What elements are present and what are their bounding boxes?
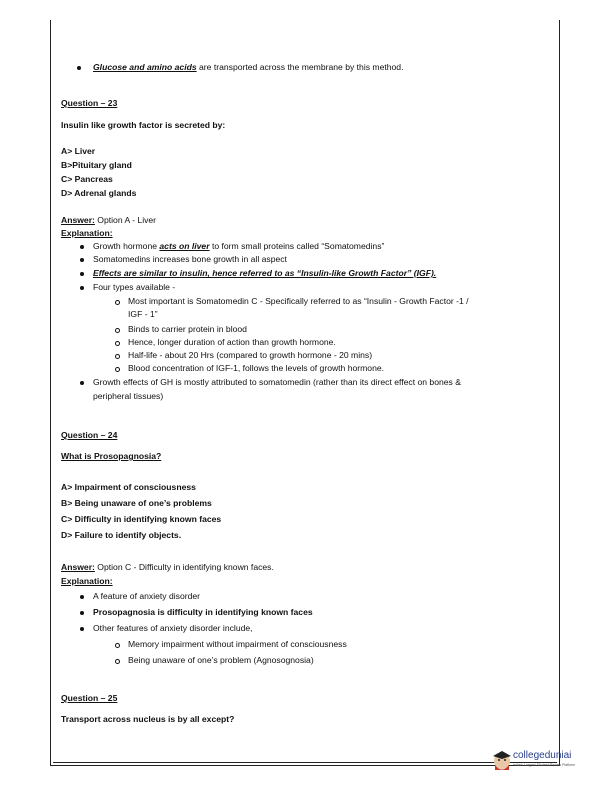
q24-bullet-2: Prosopagnosia is difficulty in identifying known faces xyxy=(93,607,313,617)
q24-sub-2: Being unaware of one’s problem (Agnosognosia) xyxy=(128,655,314,665)
q24-question: What is Prosopagnosia? xyxy=(61,451,162,461)
q25-heading: Question – 25 xyxy=(61,693,118,703)
sub-bullet xyxy=(115,354,120,359)
intro-line: Glucose and amino acids are transported across the membrane by this method. xyxy=(93,62,404,72)
q23-option-a: A> Liver xyxy=(61,146,96,156)
sub-bullet xyxy=(115,643,120,648)
bullet xyxy=(80,627,84,631)
q23-bullet-4: Four types available - xyxy=(93,282,176,292)
bullet xyxy=(80,611,84,615)
bullet xyxy=(80,286,84,290)
q24-bullet-1: A feature of anxiety disorder xyxy=(93,591,201,601)
q23-heading: Question – 23 xyxy=(61,98,118,108)
sub-bullet xyxy=(115,328,120,333)
logo-name: collegeduniai xyxy=(513,750,572,761)
q24-bullet-3: Other features of anxiety disorder include, xyxy=(93,623,253,633)
q23-option-c: C> Pancreas xyxy=(61,174,113,184)
q24-answer: Answer: Option C - Difficulty in identifying known faces. xyxy=(61,562,274,572)
bullet xyxy=(80,258,84,262)
q23-sub-3: Hence, longer duration of action than growth hormone. xyxy=(128,337,336,347)
bullet xyxy=(80,595,84,599)
q23-question: Insulin like growth factor is secreted by: xyxy=(61,120,226,130)
q23-option-d: D> Adrenal glands xyxy=(61,188,137,198)
bullet xyxy=(77,66,81,70)
q23-bullet-5-cont: peripheral tissues) xyxy=(93,391,164,401)
q24-sub-1: Memory impairment without impairment of consciousness xyxy=(128,639,347,649)
logo-tagline: India's Largest Student Review Platform xyxy=(513,763,576,767)
q24-explanation-label: Explanation: xyxy=(61,576,113,586)
q23-bullet-2: Somatomedins increases bone growth in all aspect xyxy=(93,254,287,264)
q23-sub-5: Blood concentration of IGF-1, follows the levels of growth hormone. xyxy=(128,363,385,373)
q23-explanation-label: Explanation: xyxy=(61,228,113,238)
q24-option-b: B> Being unaware of one’s problems xyxy=(61,498,212,508)
q23-sub-1: Most important is Somatomedin C - Specifically referred to as “Insulin - Growth Factor -1 / xyxy=(128,296,469,306)
q24-option-d: D> Failure to identify objects. xyxy=(61,530,182,540)
sub-bullet xyxy=(115,341,120,346)
bullet xyxy=(80,381,84,385)
q25-question: Transport across nucleus is by all except? xyxy=(61,714,235,724)
sub-bullet xyxy=(115,300,120,305)
q23-answer: Answer: Option A - Liver xyxy=(61,215,157,225)
sub-bullet xyxy=(115,659,120,664)
q23-sub-1-cont: IGF - 1” xyxy=(128,309,158,319)
bullet xyxy=(80,245,84,249)
q24-heading: Question – 24 xyxy=(61,430,118,440)
q23-option-b: B>Pituitary gland xyxy=(61,160,132,170)
sub-bullet xyxy=(115,367,120,372)
q23-bullet-3: Effects are similar to insulin, hence referred to as “Insulin-like Growth Factor” (IGF). xyxy=(93,268,437,278)
q23-bullet-5: Growth effects of GH is mostly attributed to somatomedin (rather than its direct effect on bones & xyxy=(93,377,461,387)
q24-option-c: C> Difficulty in identifying known faces xyxy=(61,514,222,524)
q24-option-a: A> Impairment of consciousness xyxy=(61,482,196,492)
q23-sub-2: Binds to carrier protein in blood xyxy=(128,324,247,334)
q23-bullet-1: Growth hormone acts on liver to form small proteins called “Somatomedins” xyxy=(93,241,385,251)
bullet xyxy=(80,272,84,276)
q23-sub-4: Half-life - about 20 Hrs (compared to growth hormone - 20 mins) xyxy=(128,350,373,360)
